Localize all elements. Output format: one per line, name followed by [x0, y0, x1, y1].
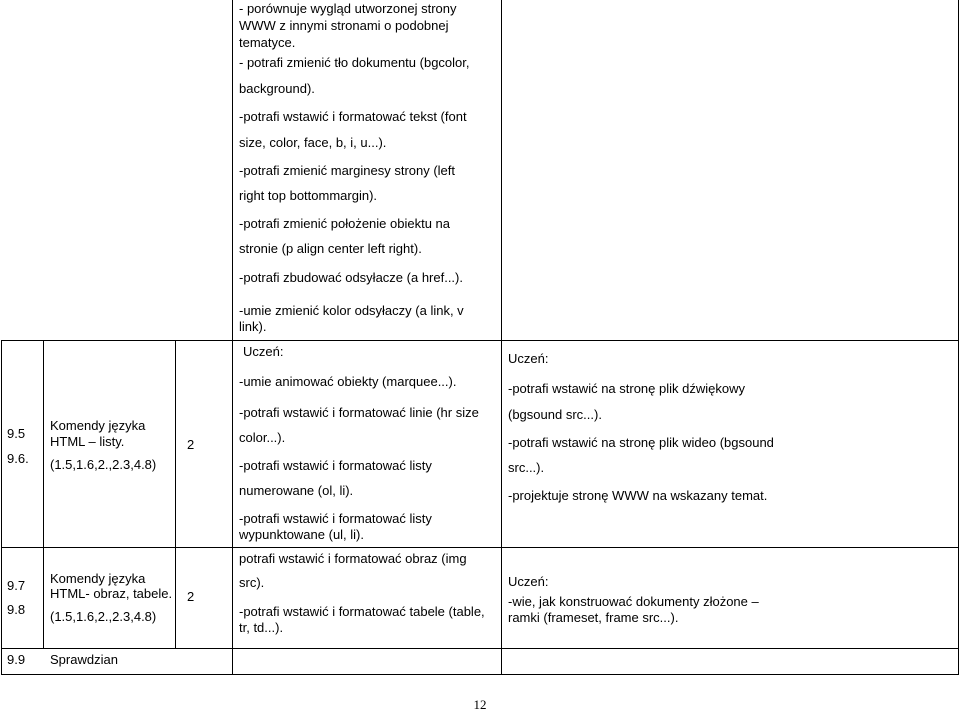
lesson-number: 9.9 [7, 652, 26, 667]
text-line: -potrafi wstawić na stronę plik dźwiękowy [508, 381, 745, 396]
text-line: -potrafi wstawić i formatować tekst (font [239, 109, 467, 124]
hours-value: 2 [187, 437, 195, 452]
text-line: link). [239, 319, 267, 334]
column-divider-extended [501, 0, 502, 674]
lesson-number: 9.6. [7, 451, 29, 466]
text-line: src). [239, 575, 265, 590]
row-border-lower [1, 648, 959, 649]
text-line: potrafi wstawić i formatować obraz (img [239, 551, 467, 566]
topic-line: Komendy języka [50, 418, 146, 433]
text-line: color...). [239, 430, 286, 445]
table-border-right [958, 0, 959, 674]
text-line: Uczeń: [508, 351, 549, 366]
text-line: -potrafi wstawić i formatować listy [239, 458, 432, 473]
text-line: stronie (p align center left right). [239, 241, 422, 256]
topic-line: Komendy języka [50, 571, 146, 586]
text-line: tematyce. [239, 35, 296, 50]
page-number: 12 [473, 697, 487, 712]
text-line: -potrafi zbudować odsyłacze (a href...). [239, 270, 463, 285]
text-line: ramki (frameset, frame src...). [508, 610, 679, 625]
topic-line: HTML – listy. [50, 434, 125, 449]
column-divider-hours [175, 340, 176, 648]
text-line: numerowane (ol, li). [239, 483, 354, 498]
text-line: src...). [508, 460, 545, 475]
text-line: size, color, face, b, i, u...). [239, 135, 387, 150]
row-border-bottom [1, 674, 959, 675]
lesson-number: 9.8 [7, 602, 26, 617]
text-line: -potrafi wstawić na stronę plik wideo (bgsound [508, 435, 774, 450]
lesson-number: 9.5 [7, 426, 26, 441]
topic-line: Sprawdzian [50, 652, 118, 667]
text-line: - porównuje wygląd utworzonej strony [239, 1, 457, 16]
text-line: -potrafi wstawić i formatować tabele (table, [239, 604, 485, 619]
text-line: tr, td...). [239, 620, 284, 635]
text-line: -potrafi wstawić i formatować linie (hr size [239, 405, 479, 420]
hours-value: 2 [187, 589, 195, 604]
text-line: Uczeń: [508, 574, 549, 589]
column-divider-topic [43, 340, 44, 648]
text-line: wypunktowane (ul, li). [239, 527, 364, 542]
topic-line: HTML- obraz, tabele. [50, 586, 173, 601]
row-border-middle [1, 547, 959, 548]
text-line: WWW z innymi stronami o podobnej [239, 18, 449, 33]
row-border-top [1, 340, 959, 341]
topic-line: (1.5,1.6,2.,2.3,4.8) [50, 457, 157, 472]
text-line: -wie, jak konstruować dokumenty złożone – [508, 594, 759, 609]
table-border-left [1, 340, 2, 674]
text-line: -potrafi wstawić i formatować listy [239, 511, 432, 526]
text-line: -projektuje stronę WWW na wskazany temat. [508, 488, 768, 503]
text-line: -umie zmienić kolor odsyłaczy (a link, v [239, 303, 464, 318]
lesson-number: 9.7 [7, 578, 26, 593]
column-divider-basic [232, 0, 233, 674]
text-line: - potrafi zmienić tło dokumentu (bgcolor, [239, 55, 470, 70]
text-line: (bgsound src...). [508, 407, 602, 422]
text-line: background). [239, 81, 315, 96]
text-line: Uczeń: [243, 344, 284, 359]
text-line: -potrafi zmienić położenie obiektu na [239, 216, 451, 231]
text-line: right top bottommargin). [239, 188, 378, 203]
topic-line: (1.5,1.6,2.,2.3,4.8) [50, 609, 157, 624]
text-line: -umie animować obiekty (marquee...). [239, 374, 457, 389]
text-line: -potrafi zmienić marginesy strony (left [239, 163, 456, 178]
